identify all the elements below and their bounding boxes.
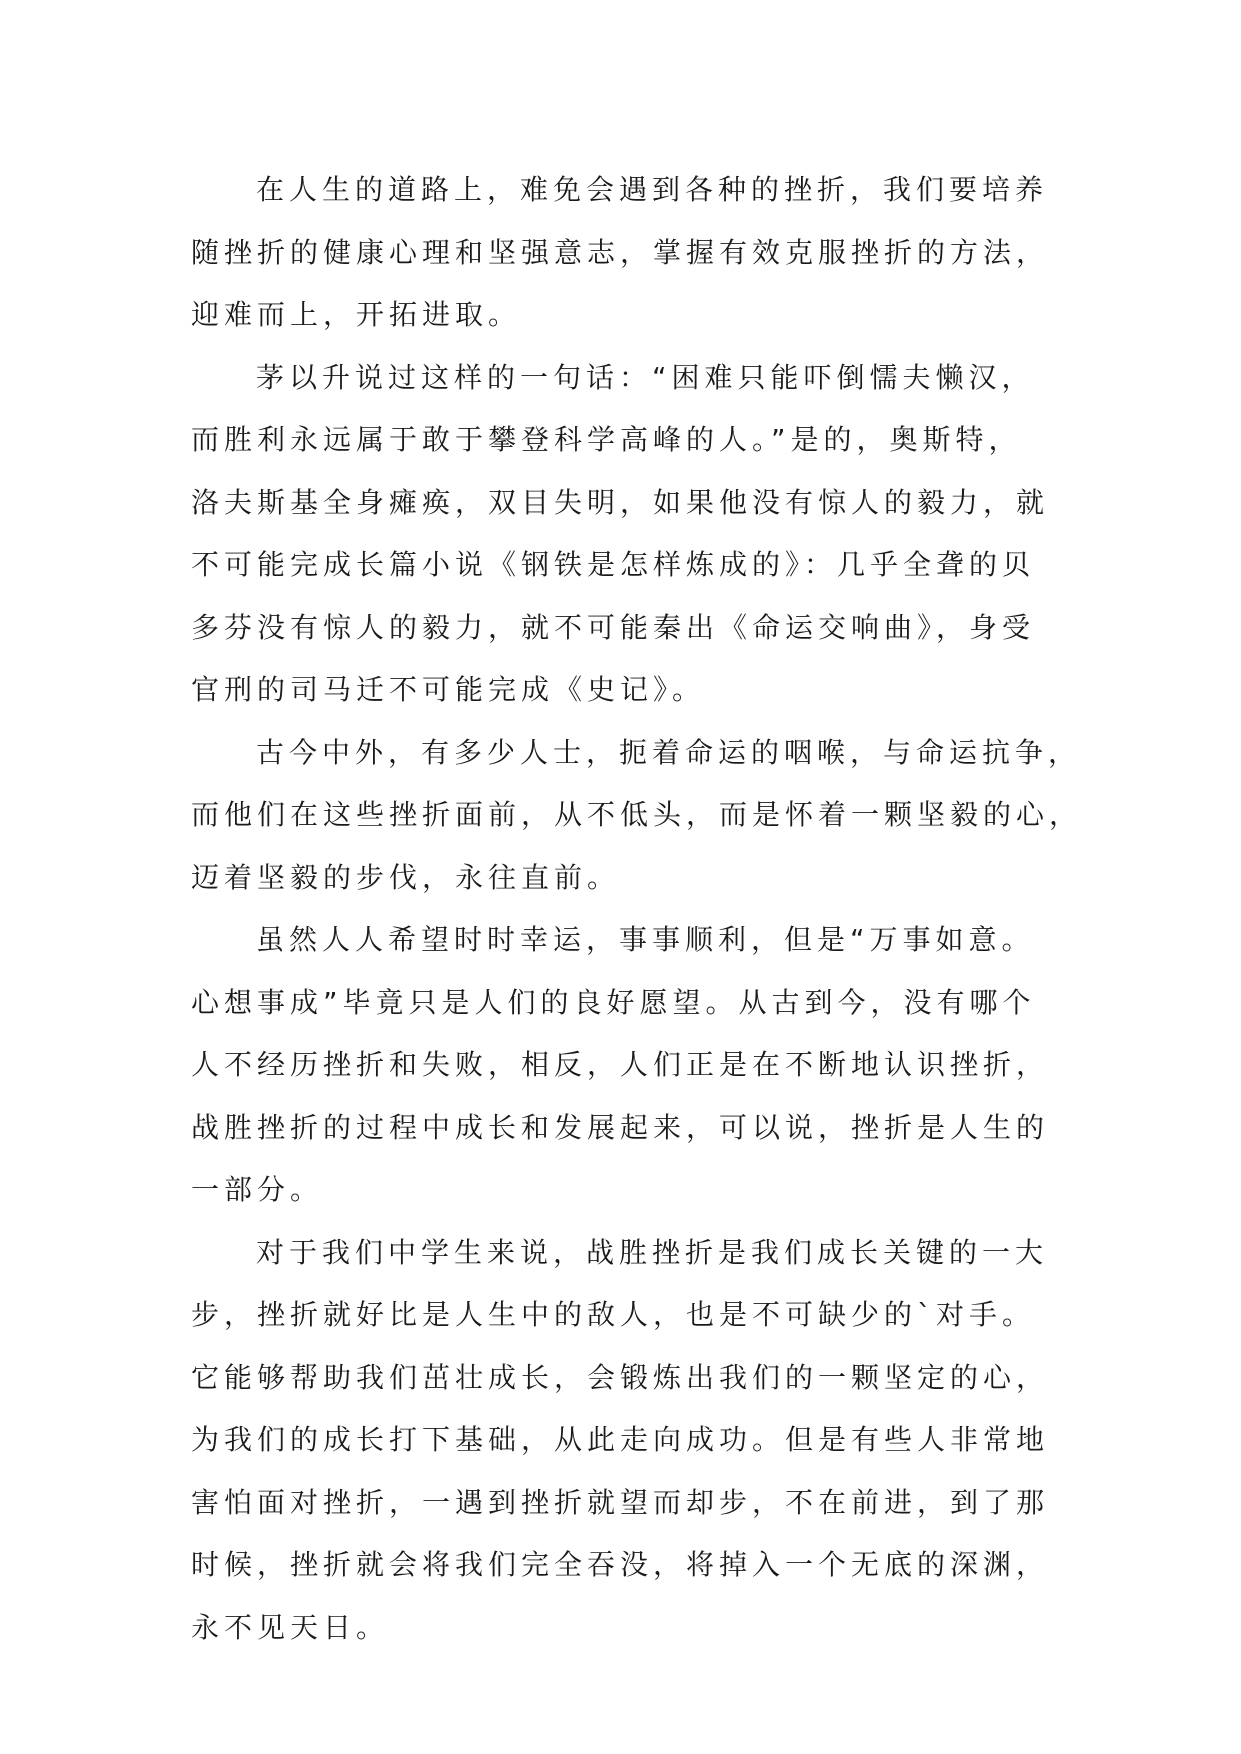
paragraph-4 xyxy=(191,909,1071,1222)
text-line: 茅以升说过这样的一句话：“困难只能吓倒懦夫懒汉， xyxy=(256,360,1035,394)
paragraph-1 xyxy=(191,159,1071,347)
paragraph-3 xyxy=(191,722,1083,910)
text-line: 迈着坚毅的步伐，永往直前。 xyxy=(191,860,621,894)
paragraph-5 xyxy=(191,1222,1071,1660)
text-line: 而胜利永远属于敢于攀登科学高峰的人。”是的，奥斯特， xyxy=(191,423,1022,456)
text-line: 多芬没有惊人的毅力，就不可能秦出《命运交响曲》，身受 xyxy=(191,610,1036,644)
text-line: 它能够帮助我们茁壮成长，会锻炼出我们的一颗坚定的心， xyxy=(191,1360,1050,1394)
text-line: 人不经历挫折和失败，相反，人们正是在不断地认识挫折， xyxy=(191,1048,1050,1081)
paragraph-2 xyxy=(191,347,1071,722)
text-line: 迎难而上，开拓进取。 xyxy=(191,298,522,331)
text-line: 在人生的道路上，难免会遇到各种的挫折，我们要培养 xyxy=(256,173,1049,206)
text-line: 步，挫折就好比是人生中的敌人，也是不可缺少的`对手。 xyxy=(191,1298,1036,1331)
text-line: 随挫折的健康心理和坚强意志，掌握有效克服挫折的方法， xyxy=(191,235,1050,269)
text-line: 古今中外，有多少人士，扼着命运的咽喉，与命运抗争， xyxy=(256,735,1082,769)
text-line: 一部分。 xyxy=(191,1173,324,1206)
text-line: 对于我们中学生来说，战胜挫折是我们成长关键的一大 xyxy=(256,1235,1049,1269)
text-line: 心想事成”毕竟只是人们的良好愿望。从古到今，没有哪个 xyxy=(191,985,1036,1019)
text-line: 洛夫斯基全身瘫痪，双目失明，如果他没有惊人的毅力，就 xyxy=(191,485,1050,519)
text-line: 害怕面对挫折，一遇到挫折就望而却步，不在前进，到了那 xyxy=(191,1485,1050,1519)
text-line: 时候，挫折就会将我们完全吞没，将掉入一个无底的深渊， xyxy=(191,1548,1050,1581)
document-body xyxy=(191,159,1083,1659)
text-line: 虽然人人希望时时幸运，事事顺利，但是“万事如意。 xyxy=(256,923,1035,956)
text-line: 永不见天日。 xyxy=(191,1610,390,1644)
text-line: 不可能完成长篇小说《钢铁是怎样炼成的》：几乎全聋的贝 xyxy=(191,548,1036,581)
text-line: 战胜挫折的过程中成长和发展起来，可以说，挫折是人生的 xyxy=(191,1110,1050,1144)
text-line: 而他们在这些挫折面前，从不低头，而是怀着一颗坚毅的心， xyxy=(191,798,1083,831)
text-line: 官刑的司马迁不可能完成《史记》。 xyxy=(191,673,706,706)
text-line: 为我们的成长打下基础，从此走向成功。但是有些人非常地 xyxy=(191,1423,1050,1456)
